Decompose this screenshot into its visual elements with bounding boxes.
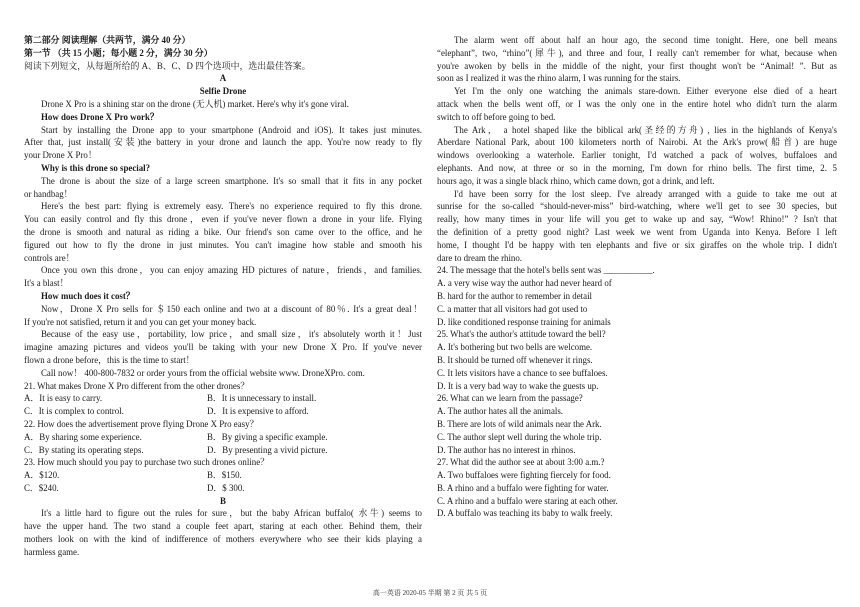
paragraph-line: the definition of a pretty good night? Last week we went from Uganda into Kenya. Before I left xyxy=(437,226,837,237)
option-b: B. hard for the author to remember in detail xyxy=(437,290,593,301)
option-b: B. There are lots of wild animals near the Ark. xyxy=(437,418,602,429)
paragraph-line: Once you own this drone，you can enjoy amazing HD pictures of nature，friends，and families. xyxy=(41,265,422,276)
option-c: C．$240. xyxy=(24,482,59,493)
paragraph-line: sunrise for the so-called “should-never-miss” bird-watching, where we'll get to see 30 species, but xyxy=(437,201,837,212)
option-b: B．$150. xyxy=(207,470,242,481)
option-c: C. It lets visitors have a chance to see buffaloes. xyxy=(437,367,608,378)
paragraph-line: Here's the best part: flying is extremely easy. There's no experience required to fly this drone. xyxy=(41,201,422,212)
option-a: A. a very wise way the author had never heard of xyxy=(437,278,612,289)
option-c: C．By stating its operating steps. xyxy=(24,444,144,455)
paragraph-line: It's a blast！ xyxy=(24,278,69,289)
paragraph-line: mothers look on with the kind of indifference of mothers everywhere who see their kids playing a xyxy=(24,534,422,545)
paragraph-line: Because of the easy use，portability, low price，and small size，it's absolutely worth it！Just xyxy=(41,329,422,340)
option-a: A．$120. xyxy=(24,470,60,481)
option-d: D. like conditioned response training for animals xyxy=(437,316,611,327)
question-22: 22. How does the advertisement prove flying Drone X Pro easy？ xyxy=(24,418,259,429)
right-column xyxy=(437,34,837,520)
option-d: D．It is expensive to afford. xyxy=(207,406,309,417)
paragraph-line: or handbag！ xyxy=(24,188,73,199)
paragraph-line: You can easily control and fly this drone，even if you've never flown a drone in your life. Flying xyxy=(24,214,422,225)
paragraph-line: soon as I realized it was the rhino alarm, I was running for the stairs. xyxy=(437,73,681,84)
option-d: D．$ 300. xyxy=(207,482,245,493)
paragraph-line: The Ark， a hotel shaped like the biblical ark(圣经的方舟) , lies in the highlands of Kenya's xyxy=(454,124,837,135)
question-21: 21. What makes Drone X Pro different from the other drones？ xyxy=(24,380,250,391)
passage-b-letter: B xyxy=(220,495,226,506)
paragraph-line: Aberdare National Park, about 100 kilometers north of Nairobi. At the Ark's prow(船首) are huge xyxy=(437,137,837,148)
option-a: A. It's bothering but two bells are welcome. xyxy=(437,342,593,353)
option-d: D. It is a very bad way to wake the guests up. xyxy=(437,380,599,391)
option-c: C. A rhino and a buffalo were staring at each other. xyxy=(437,495,618,506)
passage-a-intro: Drone X Pro is a shining star on the drone (无人机) market. Here's why it's gone viral. xyxy=(41,98,349,109)
paragraph-line: It's a little hard to figure out the rules for sure，but the baby African buffalo( 水牛) seems to xyxy=(41,508,422,519)
option-d: D．By presenting a vivid picture. xyxy=(207,444,328,455)
options-row xyxy=(24,469,422,482)
paragraph-line: Start by installing the Drone app to your smartphone (Android and iOS). It takes just minutes. xyxy=(41,124,422,135)
option-a: A．It is easy to carry. xyxy=(24,393,103,404)
page-footer: 高一英语 2020-05 半期 第 2 页 共 5 页 xyxy=(372,589,488,597)
paragraph-line: elephants. And now, at three or so in the morning, I'm down for rhino bells. The first time, 2. 5 xyxy=(437,162,837,173)
options-row xyxy=(24,405,422,418)
subheading-how-work: How does Drone X Pro work？ xyxy=(41,111,159,122)
paragraph-line: your Drone X Pro！ xyxy=(24,150,97,161)
paragraph-line: Yet I'm the only one watching the animals stare-down. Either everyone else died of a heart xyxy=(454,86,837,97)
paragraph-line: If you're not satisfied, return it and you can get your money back. xyxy=(24,316,257,327)
paragraph-line: really, how many times in your life will you get to wake up and say, “Wow! Rhino!” ? Isn't that xyxy=(437,214,837,225)
paragraph-line: windows overlooking a waterhole. Earlier tonight, I'd watched a pack of wolves, buffaloes and xyxy=(437,150,837,161)
paragraph-line: imagine amazing pictures and videos you'll be taking with your new Drone X Pro. If you've never xyxy=(24,342,422,353)
question-23: 23. How much should you pay to purchase two such drones online？ xyxy=(24,457,270,468)
paragraph-line: The drone is about the size of a large screen smartphone. It's so small that it fits in any pocket xyxy=(41,175,422,186)
option-d: D. The author has no interest in rhinos. xyxy=(437,444,576,455)
paragraph-line: Call now！ 400-800-7832 or order yours from the official website www. DroneXPro. com. xyxy=(41,367,365,378)
option-b: B. It should be turned off whenever it rings. xyxy=(437,354,593,365)
paragraph-line: After that, just install(安装)the battery in your drone and launch the app. You're now ready to fly xyxy=(24,137,422,148)
passage-a-title: Selfie Drone xyxy=(199,86,247,97)
paragraph-line: you're awoken by bells in the middle of the night, your first thought won't be “Animal! ”. But as xyxy=(437,60,837,71)
left-column xyxy=(24,34,422,559)
passage-a-letter: A xyxy=(219,73,227,84)
option-d: D. A buffalo was teaching its baby to walk freely. xyxy=(437,508,613,519)
options-row xyxy=(24,392,422,405)
option-b: B．It is unnecessary to install. xyxy=(207,393,317,404)
paragraph-line: the drone is smooth and natural as riding a bike. Our friend's son came over to the office, and he xyxy=(24,226,422,237)
instruction-text: 阅读下列短文，从每题所给的 A、B、C、D 四个选项中，选出最佳答案。 xyxy=(24,60,311,71)
question-25: 25. What's the author's attitude toward the bell? xyxy=(437,329,606,340)
paragraph-line: “elephant”, two, “rhino”(犀牛), and three and four, I really can't remember for what, because when xyxy=(437,47,837,58)
section-heading: 第一节 （共 15 小题；每小题 2 分，满分 30 分） xyxy=(24,47,213,58)
paragraph-line: home, I thought I'd be happy with ten elephants and five or six giraffes on the whole trip. I didn't xyxy=(437,239,837,250)
paragraph-line: controls are！ xyxy=(24,252,75,263)
paragraph-line: hours ago, it was a single black rhino, which came down, got a drink, and left. xyxy=(437,175,715,186)
options-row xyxy=(24,444,422,457)
paragraph-line: switch to off before going to bed. xyxy=(437,111,556,122)
option-a: A．By sharing some experience. xyxy=(24,431,142,442)
part-heading: 第二部分 阅读理解（共两节，满分 40 分） xyxy=(24,35,191,45)
paragraph-line: attack when the bells went off, or I was the only one in the entire hotel who didn't turn the alarm xyxy=(437,98,837,109)
options-row xyxy=(24,482,422,495)
option-b: B．By giving a specific example. xyxy=(207,431,328,442)
option-c: C. The author slept well during the whole trip. xyxy=(437,431,602,442)
option-b: B. A rhino and a buffalo were fighting for water. xyxy=(437,482,609,493)
question-26: 26. What can we learn from the passage? xyxy=(437,393,583,404)
subheading-cost: How much does it cost？ xyxy=(41,290,135,301)
question-27: 27. What did the author see at about 3:00 a.m.? xyxy=(437,457,605,468)
paragraph-line: figured out how to fly the drone in just minutes. You can't imagine how stable and smooth his xyxy=(24,239,422,250)
paragraph-line: dare to dream the rhino. xyxy=(437,252,523,263)
option-a: A. Two buffaloes were fighting fiercely for food. xyxy=(437,470,611,481)
paragraph-line: have the upper hand. The two stand a couple feet apart, staring at each other. Behind them, their xyxy=(24,521,422,532)
options-row xyxy=(24,431,422,444)
paragraph-line: The alarm went off about half an hour ago, the second time tonight. Here, one bell means xyxy=(454,35,837,45)
option-c: C. a matter that all visitors had got used to xyxy=(437,303,588,314)
paragraph-line: harmless game. xyxy=(24,546,80,557)
option-c: C．It is complex to control. xyxy=(24,406,124,417)
option-a: A. The author hates all the animals. xyxy=(437,406,564,417)
paragraph-line: Now，Drone X Pro sells for ＄150 each online and two at a discount of 80％. It's a great deal！ xyxy=(41,303,422,314)
paragraph-line: I'd have been sorry for the lost sleep. I've already arranged with a guide to take me out at xyxy=(454,188,837,199)
paragraph-line: flown a drone before，this is the time to start！ xyxy=(24,354,195,365)
question-24: 24. The message that the hotel's bells sent was ___________. xyxy=(437,265,655,276)
subheading-special: Why is this drone so special? xyxy=(41,162,151,173)
